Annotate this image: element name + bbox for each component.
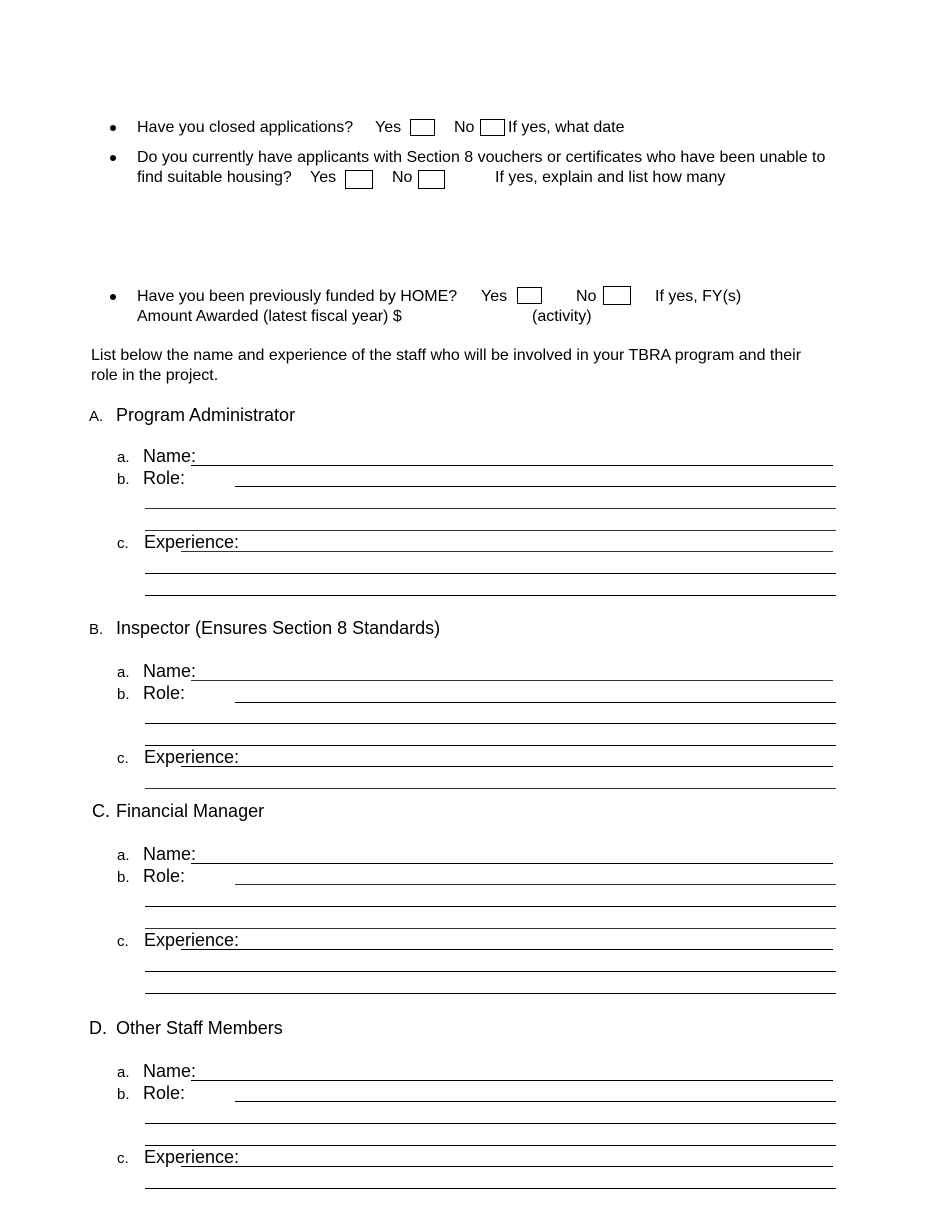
role-line[interactable] (145, 508, 836, 509)
field-letter: b. (117, 869, 130, 886)
name-line[interactable] (191, 465, 833, 466)
experience-label: Experience: (144, 532, 240, 552)
role-line[interactable] (145, 1145, 836, 1146)
question-home-funding: Have you been previously funded by HOME? (137, 288, 458, 305)
name-label: Name: (143, 1061, 197, 1081)
closed-applications-yes-checkbox[interactable] (410, 119, 435, 136)
section8-yes-checkbox[interactable] (345, 170, 373, 189)
bullet (110, 155, 116, 161)
closed-applications-followup: If yes, what date (508, 119, 625, 136)
no-label: No (454, 119, 475, 136)
home-funding-yes-checkbox[interactable] (517, 287, 542, 304)
field-letter: b. (117, 686, 130, 703)
role-label: Role: (143, 1083, 186, 1103)
section-letter: D. (89, 1018, 107, 1038)
experience-label: Experience: (144, 1147, 240, 1167)
section8-followup: If yes, explain and list how many (495, 169, 726, 186)
staff-intro-text-cont: role in the project. (91, 367, 219, 384)
experience-line[interactable] (145, 595, 836, 596)
section-letter: B. (89, 621, 104, 638)
field-letter: c. (117, 535, 129, 552)
field-letter: b. (117, 471, 130, 488)
name-line[interactable] (191, 863, 833, 864)
home-funding-followup: If yes, FY(s) (655, 288, 742, 305)
role-line[interactable] (235, 486, 836, 487)
field-letter: a. (117, 1064, 130, 1081)
section-letter: A. (89, 408, 104, 425)
yes-label: Yes (310, 169, 337, 186)
experience-line[interactable] (145, 971, 836, 972)
question-section8-applicants-cont: find suitable housing? (137, 169, 292, 186)
role-line[interactable] (145, 530, 836, 531)
field-letter: c. (117, 750, 129, 767)
name-label: Name: (143, 661, 197, 681)
experience-line[interactable] (145, 1188, 836, 1189)
question-closed-applications: Have you closed applications? (137, 119, 354, 136)
role-line[interactable] (235, 1101, 836, 1102)
field-letter: b. (117, 1086, 130, 1103)
field-letter: c. (117, 1150, 129, 1167)
name-label: Name: (143, 844, 197, 864)
role-label: Role: (143, 468, 186, 488)
section-letter: C. (92, 801, 110, 821)
role-line[interactable] (145, 928, 836, 929)
role-line[interactable] (145, 906, 836, 907)
experience-line[interactable] (145, 788, 836, 789)
field-letter: a. (117, 847, 130, 864)
experience-line[interactable] (145, 573, 836, 574)
section-title-inspector: Inspector (Ensures Section 8 Standards) (116, 618, 441, 638)
role-line[interactable] (145, 1123, 836, 1124)
name-line[interactable] (191, 680, 833, 681)
experience-label: Experience: (144, 930, 240, 950)
bullet (110, 294, 116, 300)
role-line[interactable] (235, 884, 836, 885)
closed-applications-no-checkbox[interactable] (480, 119, 505, 136)
section-title-program-administrator: Program Administrator (116, 405, 296, 425)
home-funding-no-checkbox[interactable] (603, 286, 631, 305)
no-label: No (576, 288, 597, 305)
experience-line[interactable] (181, 766, 833, 767)
role-label: Role: (143, 683, 186, 703)
field-letter: c. (117, 933, 129, 950)
bullet (110, 125, 116, 131)
experience-line[interactable] (145, 993, 836, 994)
yes-label: Yes (481, 288, 508, 305)
role-line[interactable] (145, 723, 836, 724)
field-letter: a. (117, 449, 130, 466)
staff-intro-text: List below the name and experience of the staff who will be involved in your TBRA program and their (91, 347, 802, 364)
role-label: Role: (143, 866, 186, 886)
name-line[interactable] (191, 1080, 833, 1081)
role-line[interactable] (235, 702, 836, 703)
experience-line[interactable] (181, 551, 833, 552)
name-label: Name: (143, 446, 197, 466)
yes-label: Yes (375, 119, 402, 136)
section-title-other-staff: Other Staff Members (116, 1018, 283, 1038)
experience-label: Experience: (144, 747, 240, 767)
question-section8-applicants: Do you currently have applicants with Section 8 vouchers or certificates who have been unable to (137, 149, 826, 166)
section8-no-checkbox[interactable] (418, 170, 445, 189)
role-line[interactable] (145, 745, 836, 746)
section-title-financial-manager: Financial Manager (116, 801, 265, 821)
experience-line[interactable] (181, 1166, 833, 1167)
no-label: No (392, 169, 413, 186)
experience-line[interactable] (181, 949, 833, 950)
amount-awarded-label: Amount Awarded (latest fiscal year) $ (137, 308, 402, 325)
field-letter: a. (117, 664, 130, 681)
activity-label: (activity) (532, 308, 592, 325)
